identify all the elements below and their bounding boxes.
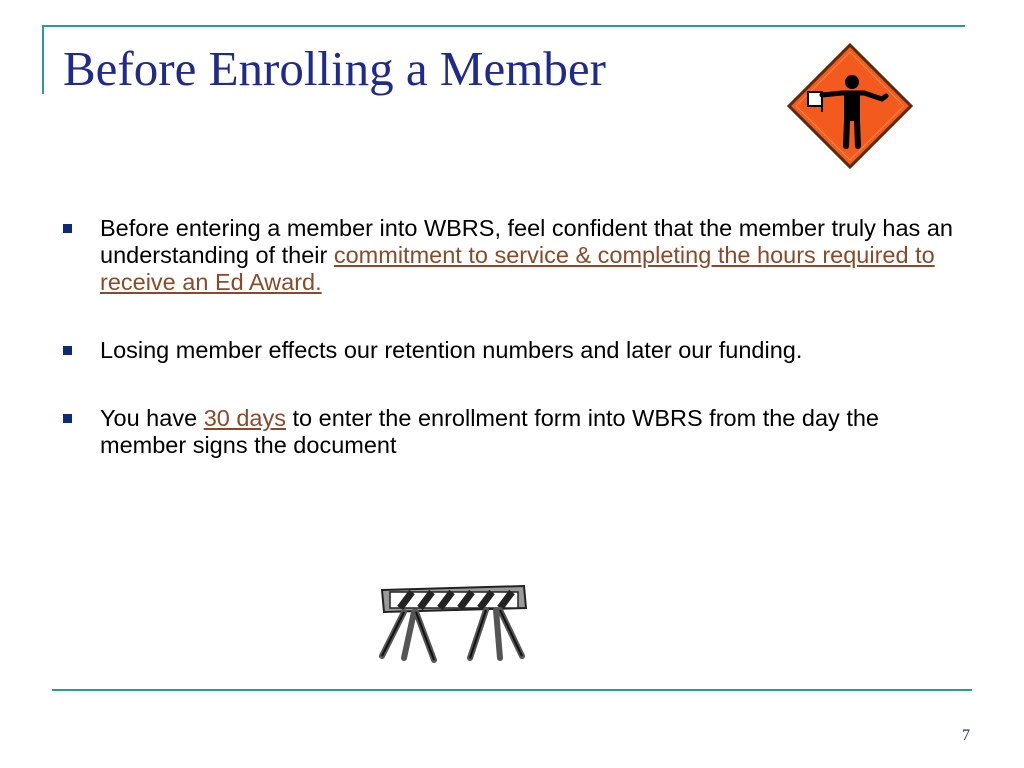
bullet-marker-icon <box>63 346 72 355</box>
commitment-link[interactable]: commitment to service & completing the hours required to receive an Ed Award. <box>100 242 935 295</box>
thirty-days-link[interactable]: 30 days <box>203 405 286 431</box>
bullet-list <box>63 215 968 500</box>
bullet-marker-icon <box>63 414 72 423</box>
page-number: 7 <box>962 727 970 744</box>
bullet-item-retention <box>63 337 968 364</box>
bullet-text: Losing member effects our retention numbers and later our funding. <box>100 337 803 363</box>
bullet-text-continued: to enter the enrollment form into WBRS from the day the member signs the document <box>100 405 879 458</box>
top-accent-line <box>42 25 965 27</box>
slide-title: Before Enrolling a Member <box>63 41 606 96</box>
flagger-warning-sign-icon <box>786 42 914 170</box>
left-accent-line <box>42 25 44 94</box>
bullet-text: Before entering a member into WBRS, feel confident that the member truly has an understanding of their <box>100 215 953 268</box>
road-barricade-icon <box>374 578 534 668</box>
bullet-marker-icon <box>63 224 72 233</box>
bullet-item-understanding <box>63 215 968 296</box>
bullet-item-deadline <box>63 405 968 459</box>
bottom-divider <box>52 689 972 691</box>
bullet-text: You have <box>100 405 204 431</box>
